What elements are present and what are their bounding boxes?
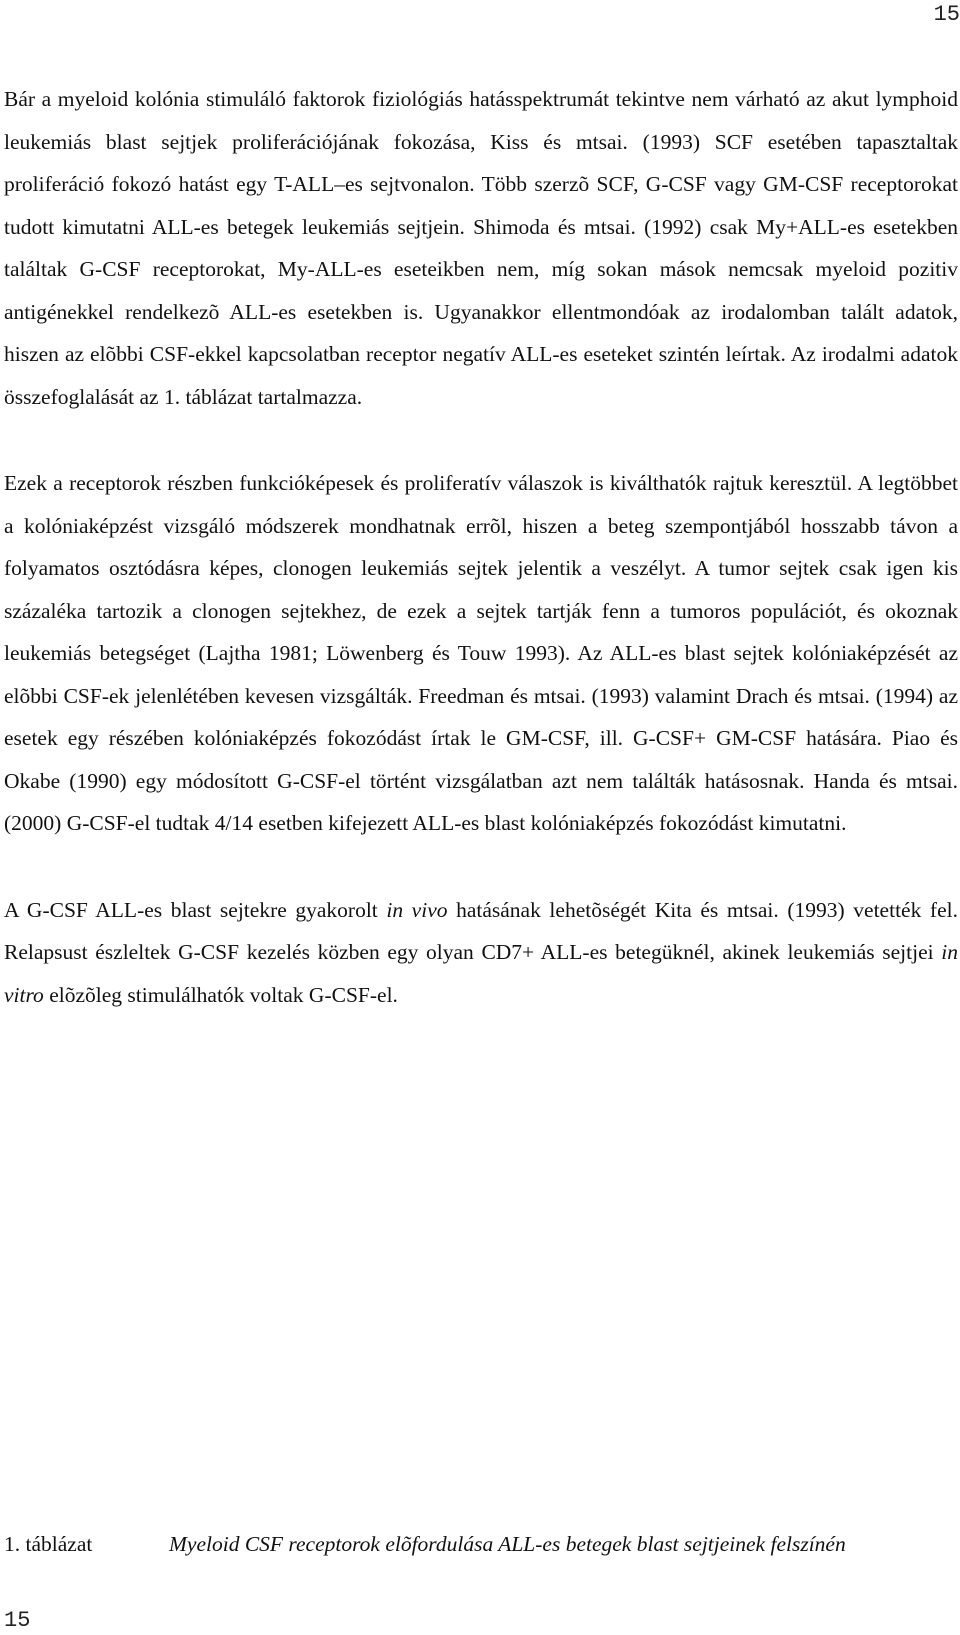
paragraph-3	[4, 889, 958, 1017]
paragraph-2	[4, 462, 958, 845]
paragraph-3-text-c: elõzõleg stimulálhatók voltak G-CSF-el.	[43, 982, 398, 1007]
table-caption	[4, 1522, 958, 1566]
table-caption-text: Myeloid CSF receptorok elõfordulása ALL-es betegek blast sejtjeinek felszínén	[169, 1532, 846, 1556]
paragraph-3-text-b: hatásának lehetõségét Kita és mtsai. (1993) vetették fel. Relapsust észleltek G-CSF kezelés közben egy olyan CD7+ ALL-es betegüknél, akinek leukemiás sejtjei	[4, 897, 958, 964]
page-number-top: 15	[933, 2, 960, 27]
paragraph-1	[4, 78, 958, 418]
document-body	[4, 78, 958, 1016]
page-number-bottom: 15	[4, 1608, 31, 1633]
paragraph-1-text: Bár a myeloid kolónia stimuláló faktorok fiziológiás hatásspektrumát tekintve nem várható az akut lymphoid leukemiás blast sejtjek proliferációjának fokozása, Kiss és mtsai. (1993) SCF esetében tapasztaltak proliferáció fokozó hatást egy T-ALL–es sejtvonalon. Több szerzõ SCF, G-CSF vagy GM-CSF receptorokat tudott kimutatni ALL-es betegek leukemiás sejtjein. Shimoda és mtsai. (1992) csak My+ALL-es esetekben találtak G-CSF receptorokat, My-ALL-es eseteikben nem, míg sokan mások nemcsak myeloid pozitiv antigénekkel rendelkezõ ALL-es esetekben is. Ugyanakkor ellentmondóak az irodalomban talált adatok, hiszen az elõbbi CSF-ekkel kapcsolatban receptor negatív ALL-es eseteket szintén leírtak. Az irodalmi adatok összefoglalását az 1. táblázat tartalmazza.	[4, 87, 958, 409]
paragraph-3-text-a: A G-CSF ALL-es blast sejtekre gyakorolt	[4, 897, 387, 922]
table-caption-label: 1. táblázat	[4, 1532, 93, 1556]
paragraph-2-text: Ezek a receptorok részben funkcióképesek és proliferatív válaszok is kiválthatók rajtuk keresztül. A legtöbbet a kolóniaképzést vizsgáló módszerek mondhatnak errõl, hiszen a beteg szempontjából hosszabb távon a folyamatos osztódásra képes, clonogen leukemiás sejtek jelentik a veszélyt. A tumor sejtek csak igen kis százaléka tartozik a clonogen sejtekhez, de ezek a sejtek tartják fenn a tumoros populációt, és okoznak leukemiás betegséget (Lajtha 1981; Löwenberg és Touw 1993). Az ALL-es blast sejtek kolóniaképzését az elõbbi CSF-ek jelenlétében kevesen vizsgálták. Freedman és mtsai. (1993) valamint Drach és mtsai. (1994) az esetek egy részében kolóniaképzés fokozódást írtak le GM-CSF, ill. G-CSF+ GM-CSF hatására. Piao és Okabe (1990) egy módosított G-CSF-el történt vizsgálatban azt nem találták hatásosnak. Handa és mtsai. (2000) G-CSF-el tudtak 4/14 esetben kifejezett ALL-es blast kolóniaképzés fokozódást kimutatni.	[4, 471, 958, 835]
paragraph-3-italic-in-vitro: in vitro	[4, 940, 958, 1007]
paragraph-3-italic-in-vivo: in vivo	[386, 897, 448, 922]
